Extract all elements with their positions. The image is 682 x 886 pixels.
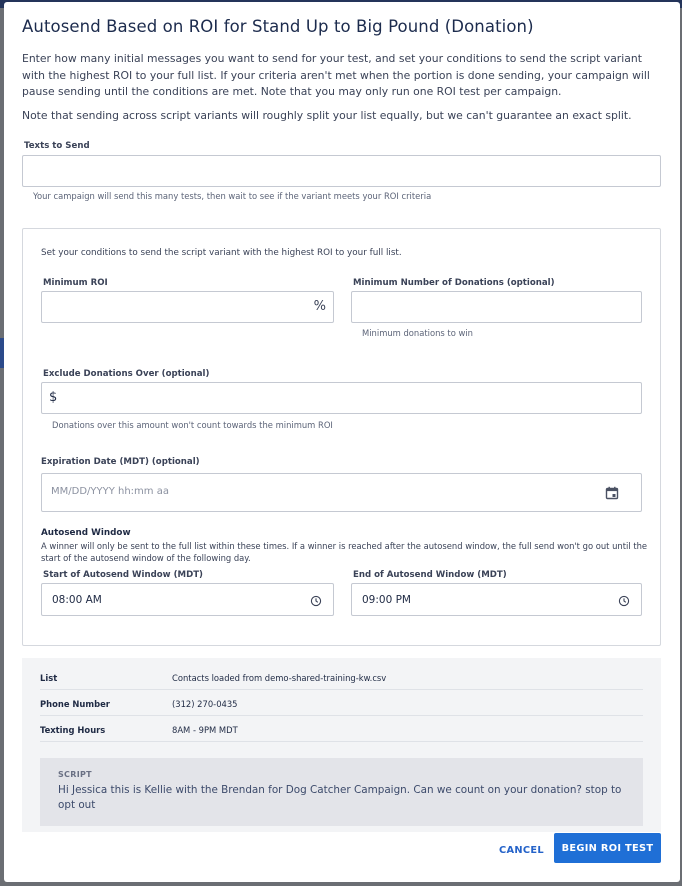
end-window-label: End of Autosend Window (MDT) (353, 570, 507, 580)
script-text: Hi Jessica this is Kellie with the Brendan for Dog Catcher Campaign. Can we count on your donation? stop to opt out (58, 784, 622, 811)
conditions-intro: Set your conditions to send the script variant with the highest ROI to your full list. (41, 248, 402, 258)
dollar-prefix: $ (49, 390, 58, 405)
summary-value: 8AM - 9PM MDT (172, 725, 238, 735)
begin-roi-test-button[interactable]: BEGIN ROI TEST (554, 833, 661, 863)
minimum-donations-label: Minimum Number of Donations (optional) (353, 278, 555, 288)
percent-suffix: % (313, 299, 326, 314)
roi-test-dialog (4, 2, 680, 882)
end-window-input[interactable] (351, 583, 642, 616)
minimum-roi-input[interactable] (41, 291, 334, 323)
autosend-window-description: A winner will only be sent to the full list within these times. If a winner is reached after the autosend window, the full send won't go out until the start of the autosend window of the following day. (41, 541, 648, 563)
campaign-summary (22, 658, 661, 832)
clock-icon[interactable] (309, 593, 323, 607)
dialog-note: Note that sending across script variants will roughly split your list equally, but we can't guarantee an exact split. (22, 109, 632, 122)
start-window-value: 08:00 AM (52, 594, 102, 606)
exclude-donations-help: Donations over this amount won't count towards the minimum ROI (52, 420, 333, 430)
summary-row (40, 664, 643, 690)
end-window-value: 09:00 PM (362, 594, 411, 606)
calendar-icon[interactable] (605, 485, 619, 499)
summary-value: (312) 270-0435 (172, 699, 238, 709)
summary-key: Phone Number (40, 699, 110, 709)
clock-icon[interactable] (617, 593, 631, 607)
dialog-intro: Enter how many initial messages you want to send for your test, and set your conditions to send the script variant with the highest ROI to your full list. If your criteria aren't met when the portion is done sending, your campaign will pause sending until the conditions are met. Note that you may only run one ROI test per campaign. (22, 52, 650, 98)
conditions-panel (22, 228, 661, 646)
script-preview (40, 758, 643, 826)
minimum-roi-label: Minimum ROI (43, 278, 108, 288)
cancel-button[interactable]: CANCEL (492, 836, 551, 864)
summary-row (40, 716, 643, 742)
exclude-donations-input[interactable] (41, 382, 642, 414)
start-window-input[interactable] (41, 583, 334, 616)
texts-to-send-input[interactable] (22, 155, 661, 187)
expiration-date-label: Expiration Date (MDT) (optional) (41, 457, 200, 467)
texts-to-send-label: Texts to Send (24, 141, 90, 151)
expiration-placeholder: MM/DD/YYYY hh:mm aa (51, 486, 169, 497)
texts-to-send-help: Your campaign will send this many tests, then wait to see if the variant meets your ROI criteria (33, 191, 432, 201)
autosend-window-title: Autosend Window (41, 528, 131, 538)
summary-row (40, 690, 643, 716)
dialog-title: Autosend Based on ROI for Stand Up to Big Pound (Donation) (22, 17, 534, 36)
minimum-donations-input[interactable] (351, 291, 642, 323)
summary-key: Texting Hours (40, 725, 106, 735)
minimum-donations-help: Minimum donations to win (362, 328, 473, 338)
summary-value: Contacts loaded from demo-shared-training-kw.csv (172, 673, 387, 683)
exclude-donations-label: Exclude Donations Over (optional) (43, 369, 210, 379)
summary-key: List (40, 673, 58, 683)
start-window-label: Start of Autosend Window (MDT) (43, 570, 203, 580)
expiration-date-input[interactable] (41, 473, 642, 512)
script-heading: SCRIPT (58, 770, 92, 779)
